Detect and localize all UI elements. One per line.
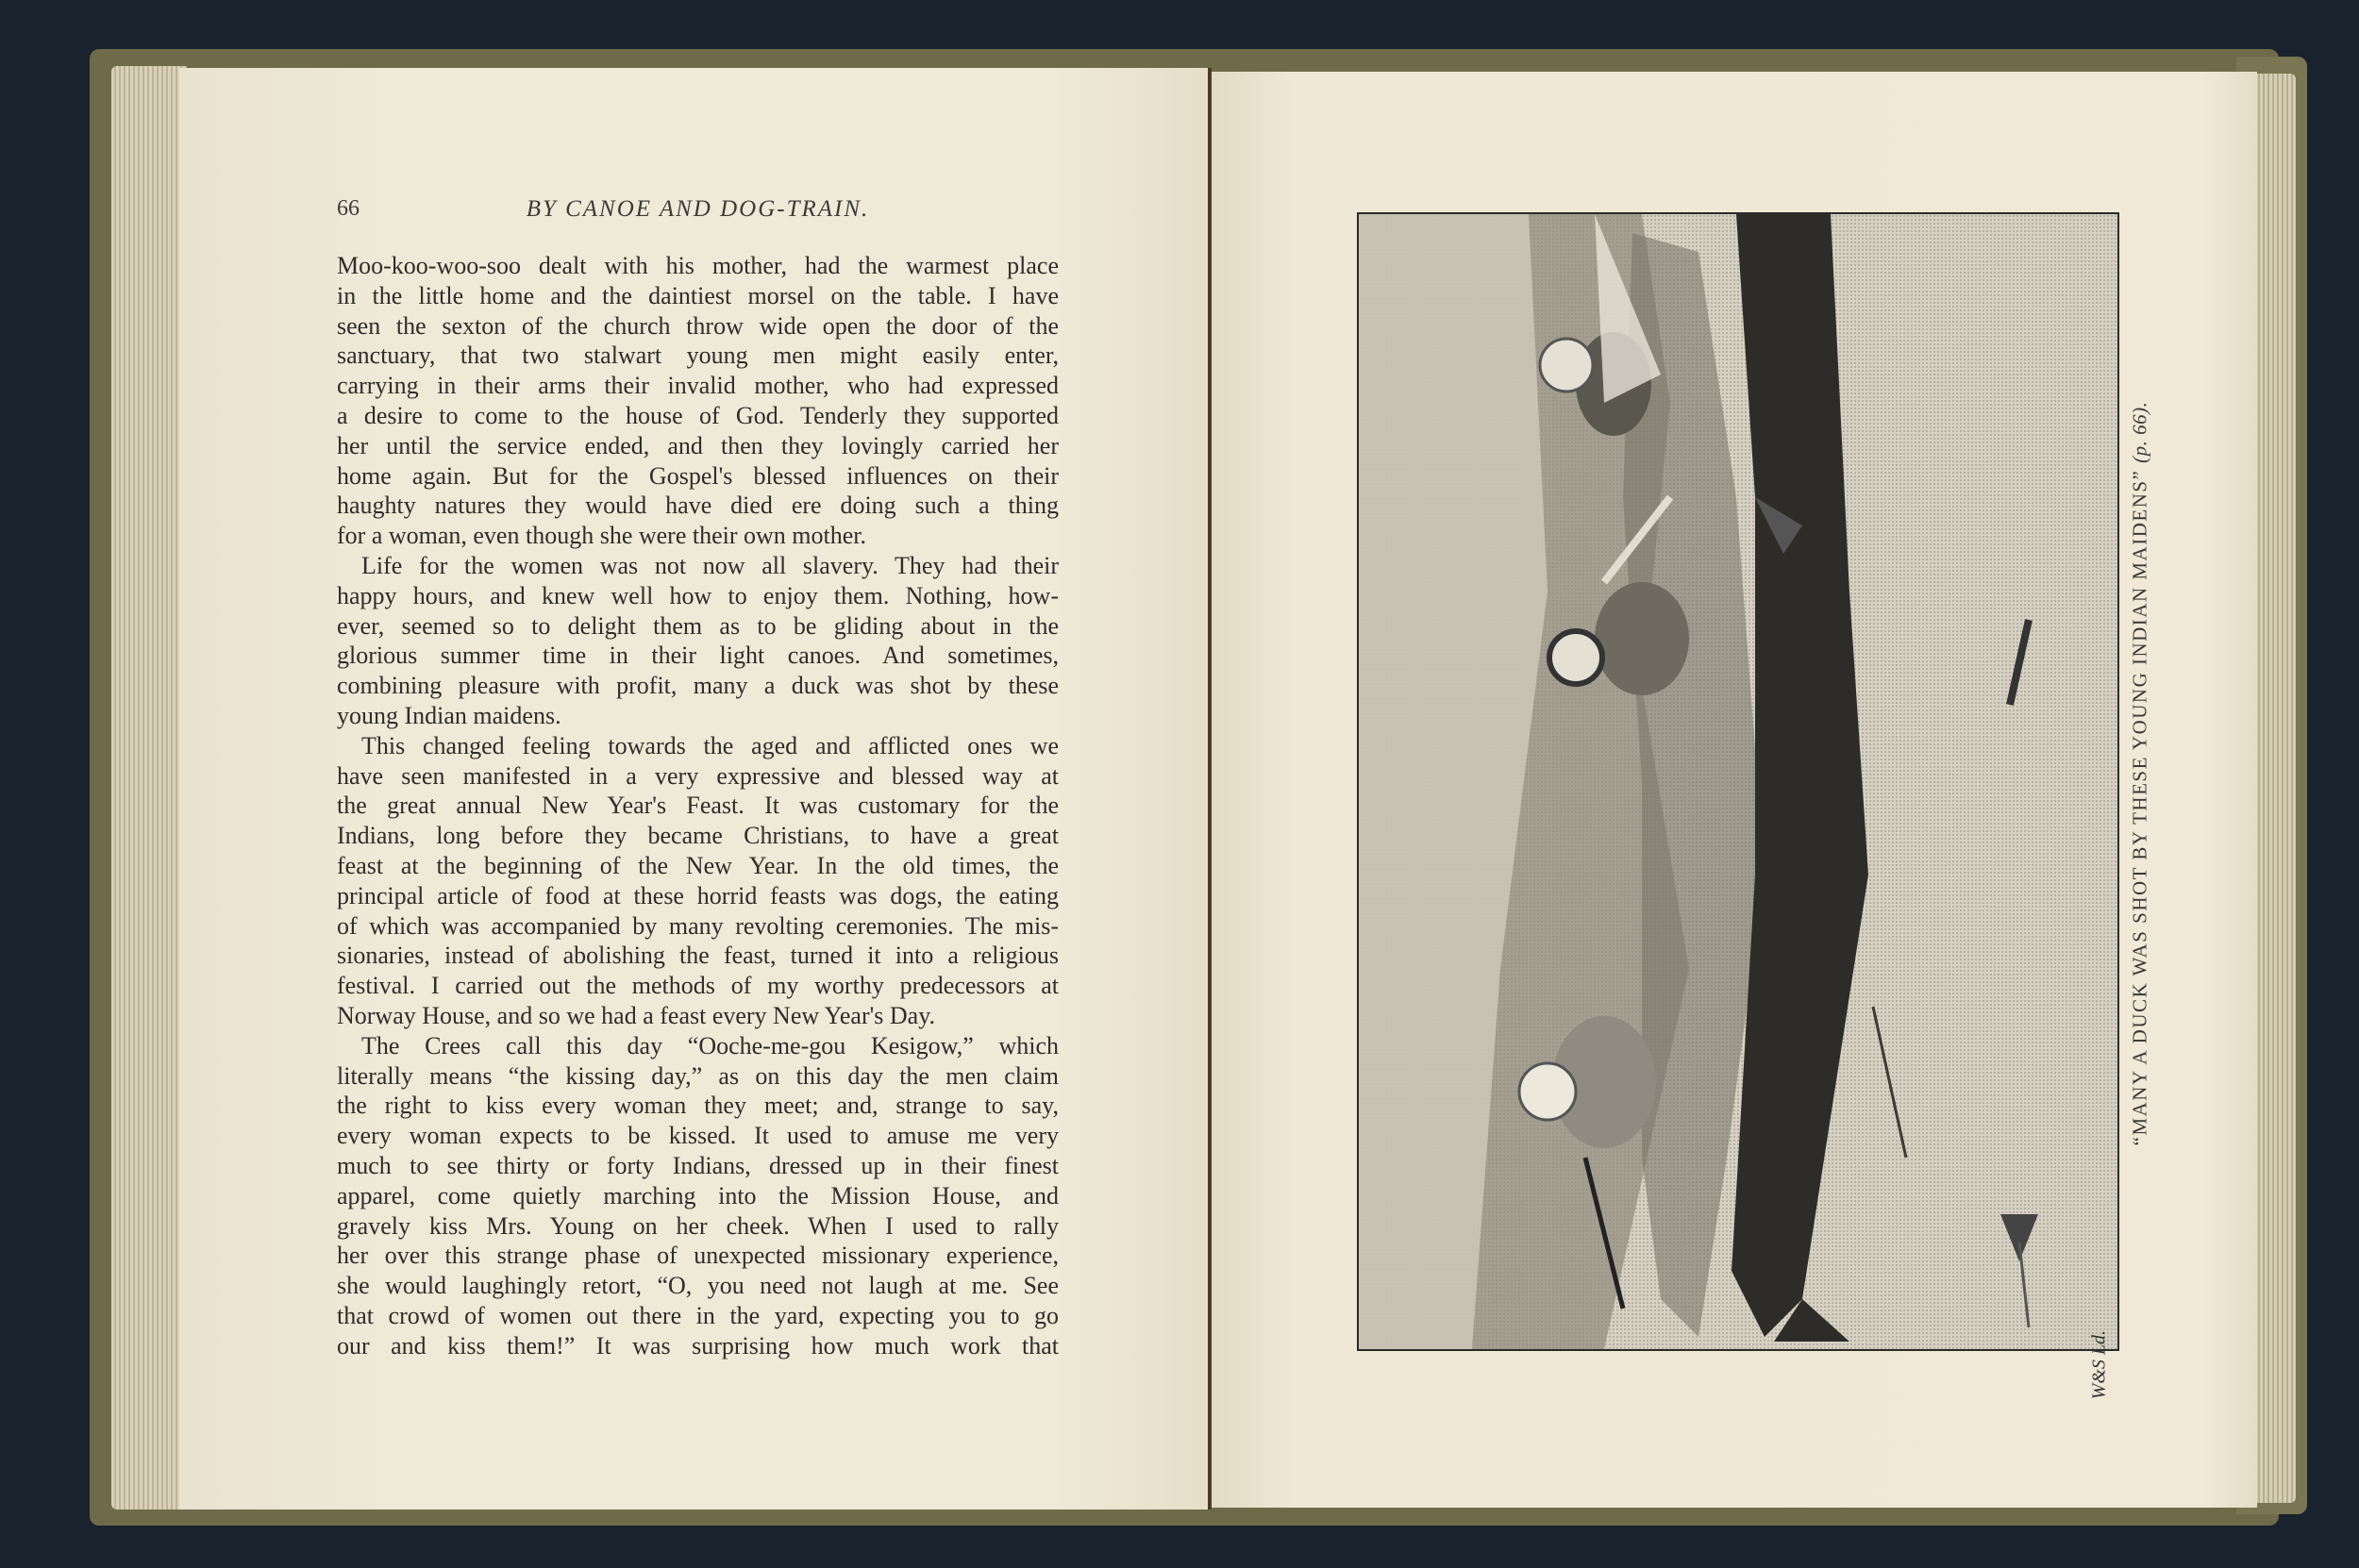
text-line: ever, seemed so to delight them as to be gliding about in the (337, 611, 1059, 640)
engraver-mark: W&S Ld. (2088, 1330, 2109, 1400)
text-line: that crowd of women out there in the yard, expecting you to go (337, 1301, 1059, 1329)
text-line: Indians, long before they became Christians, to have a great (337, 822, 1059, 850)
text-line: feast at the beginning of the New Year. In the old times, the (337, 851, 1059, 879)
page-edges-left (111, 66, 187, 1510)
illustration-photo (1357, 212, 2119, 1400)
running-header (337, 196, 1059, 230)
text-line: her until the service ended, and then they lovingly carried her (337, 431, 1059, 459)
text-line: haughty natures they would have died ere doing such a thing (337, 492, 1059, 520)
text-line: gravely kiss Mrs. Young on her cheek. When I used to rally (337, 1211, 1059, 1240)
text-line: glorious summer time in their light canoes. And sometimes, (337, 642, 1059, 670)
text-line: she would laughingly retort, “O, you need not laugh at me. See (337, 1272, 1059, 1300)
running-title: BY CANOE AND DOG-TRAIN. (526, 196, 870, 222)
text-line: Life for the women was not now all slavery. They had their (361, 551, 1059, 579)
text-line: sanctuary, that two stalwart young men might easily enter, (337, 342, 1059, 370)
text-line: every woman expects to be kissed. It used to amuse me very (337, 1122, 1059, 1150)
text-line: home again. But for the Gospel's blessed influences on their (337, 461, 1059, 490)
page-edges-right (2250, 74, 2296, 1503)
text-line: Moo-koo-woo-soo dealt with his mother, had the warmest place (337, 252, 1059, 279)
text-line: a desire to come to the house of God. Tenderly they supported (337, 401, 1059, 429)
gutter (1208, 68, 1212, 1510)
text-line: much to see thirty or forty Indians, dressed up in their finest (337, 1151, 1059, 1179)
text-line: Norway House, and so we had a feast every New Year's Day. (337, 1001, 936, 1029)
text-line: young Indian maidens. (337, 701, 561, 729)
text-line: for a woman, even though she were their own mother. (337, 522, 867, 550)
text-line: seen the sexton of the church throw wide open the door of the (337, 311, 1059, 340)
text-line: combining pleasure with profit, many a duck was shot by these (337, 672, 1059, 700)
canoe-photo-drawing (1359, 214, 2117, 1349)
text-line: This changed feeling towards the aged and afflicted ones we (361, 731, 1059, 759)
text-line: literally means “the kissing day,” as on this day the men claim (337, 1061, 1059, 1090)
text-line: in the little home and the daintiest morsel on the table. I have (337, 281, 1059, 309)
text-line: principal article of food at these horrid feasts was dogs, the eating (337, 881, 1059, 909)
text-line: carrying in their arms their invalid mother, who had expressed (337, 372, 1059, 400)
text-line: our and kiss them!” It was surprising how much work that (337, 1331, 1059, 1359)
illustration-caption (2129, 402, 2152, 1146)
text-line: the great annual New Year's Feast. It was customary for the (337, 792, 1059, 820)
text-line: sionaries, instead of abolishing the feast, turned it into a religious (337, 942, 1059, 970)
text-line: the right to kiss every woman they meet; and, strange to say, (337, 1092, 1059, 1120)
text-line: The Crees call this day “Ooche-me-gou Kesigow,” which (361, 1031, 1059, 1059)
text-line: happy hours, and knew well how to enjoy them. Nothing, how- (337, 581, 1059, 609)
text-line: apparel, come quietly marching into the Mission House, and (337, 1181, 1059, 1209)
text-line: festival. I carried out the methods of my worthy predecessors at (337, 972, 1059, 1000)
text-line: of which was accompanied by many revolting ceremonies. The mis- (337, 911, 1059, 940)
caption-page-ref: (p. 66). (2128, 401, 2151, 463)
body-text (337, 251, 1059, 1360)
text-line: have seen manifested in a very expressive and blessed way at (337, 761, 1059, 790)
caption-main: “MANY A DUCK WAS SHOT BY THESE YOUNG INDIAN MAIDENS” (2128, 469, 2151, 1146)
text-line: her over this strange phase of unexpected missionary experience, (337, 1242, 1059, 1270)
page-number: 66 (337, 196, 360, 221)
